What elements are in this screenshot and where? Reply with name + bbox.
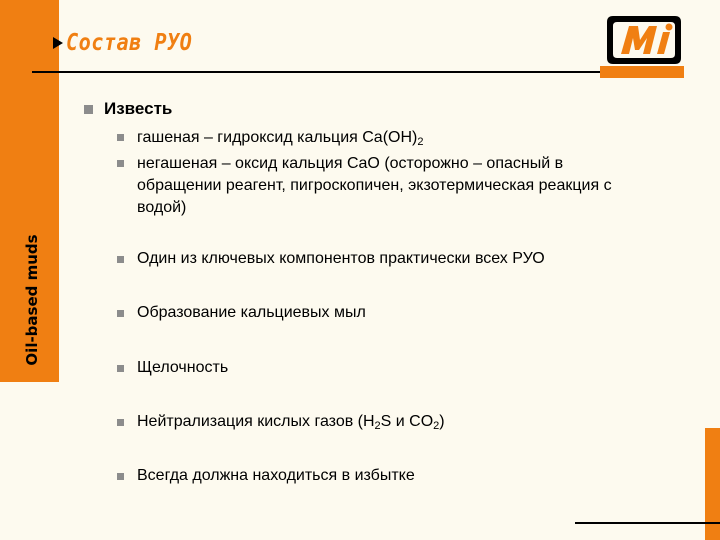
bullet-icon: [117, 473, 124, 480]
sub-item-slaked: [137, 127, 423, 149]
bullet-icon: [84, 105, 93, 114]
bullet-icon: [117, 419, 124, 426]
mi-logo: [605, 14, 683, 66]
bullet-icon: [117, 256, 124, 263]
list-item-key-component: Один из ключевых компонентов практически всех РУО: [137, 250, 545, 267]
logo-underline: [600, 66, 684, 78]
sub-item-quicklime-line1: негашеная – оксид кальция CaO (осторожно – опасный в: [137, 155, 564, 172]
list-item-excess: Всегда должна находиться в избытке: [137, 467, 415, 484]
bullet-icon: [117, 160, 124, 167]
list-item-calcium-soaps: Образование кальциевых мыл: [137, 304, 366, 321]
subscript: 2: [433, 420, 440, 432]
sidebar-label: Oil-based muds: [23, 234, 41, 366]
title-arrow-icon: [53, 37, 63, 49]
list-item-alkalinity: Щелочность: [137, 359, 229, 376]
bullet-icon: [117, 365, 124, 372]
bottom-divider: [575, 522, 720, 524]
sub-item-quicklime-line2: обращении реагент, пигроскопичен, экзотермическая реакция с: [137, 177, 612, 194]
acid-gas-part-b: S и CO: [380, 413, 434, 430]
acid-gas-part-c: ): [439, 413, 445, 430]
title-divider: [32, 71, 682, 73]
bullet-icon: [117, 134, 124, 141]
bullet-icon: [117, 310, 124, 317]
subscript: 2: [417, 136, 424, 148]
page-title: Состав РУО: [66, 30, 193, 56]
acid-gas-part-a: Нейтрализация кислых газов (H: [137, 413, 375, 430]
list-item-acid-gas: [137, 411, 445, 433]
sub-item-quicklime-line3: водой): [137, 199, 187, 216]
sub-item-slaked-text: гашеная – гидроксид кальция Ca(OH): [137, 129, 418, 146]
subscript: 2: [374, 420, 381, 432]
heading-lime: Известь: [104, 99, 173, 118]
